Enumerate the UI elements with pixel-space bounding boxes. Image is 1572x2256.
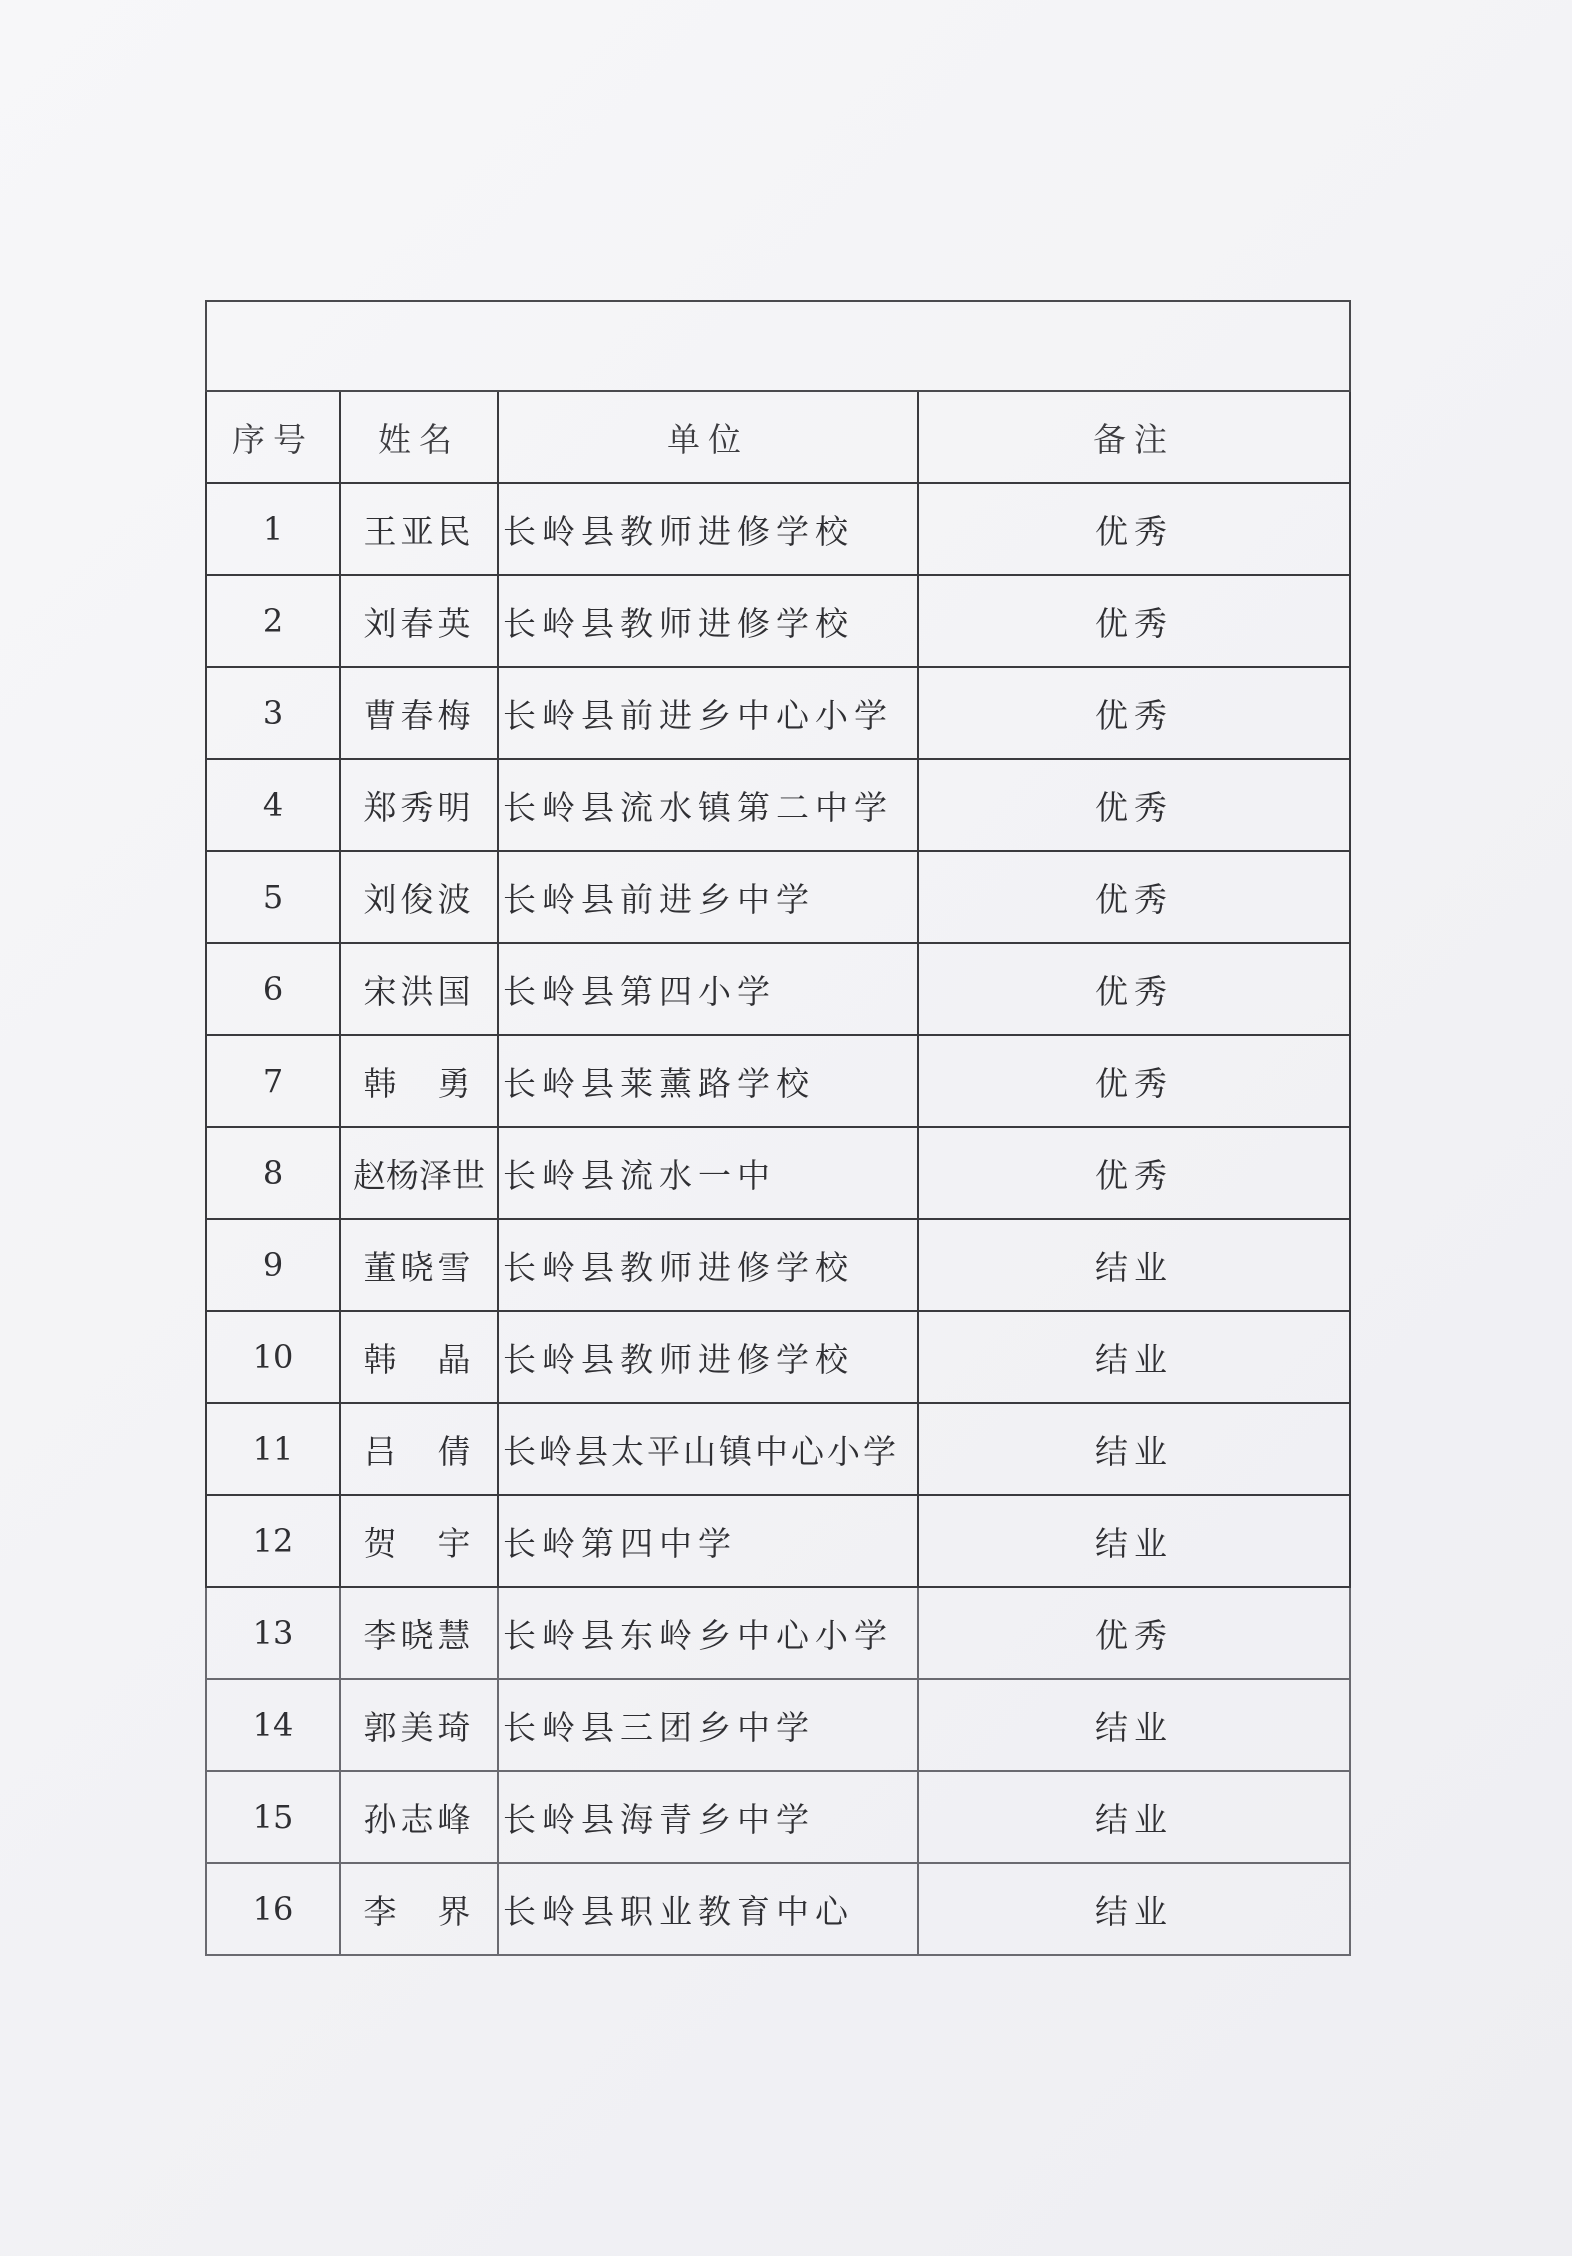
table-row [206, 1587, 1350, 1679]
table-row [206, 1863, 1350, 1955]
cell-note: 优秀 [918, 851, 1350, 943]
cell-note: 优秀 [918, 1127, 1350, 1219]
cell-no: 8 [206, 1127, 340, 1219]
cell-unit: 长岭县教师进修学校 [498, 483, 918, 575]
cell-name: 孙志峰 [340, 1771, 498, 1863]
cell-name: 韩 勇 [340, 1035, 498, 1127]
header-name: 姓名 [340, 391, 498, 483]
cell-unit: 长岭县流水一中 [498, 1127, 918, 1219]
table-row [206, 851, 1350, 943]
cell-name: 宋洪国 [340, 943, 498, 1035]
cell-unit: 长岭第四中学 [498, 1495, 918, 1587]
cell-name: 王亚民 [340, 483, 498, 575]
cell-no: 2 [206, 575, 340, 667]
cell-name: 董晓雪 [340, 1219, 498, 1311]
cell-no: 13 [206, 1587, 340, 1679]
cell-name: 曹春梅 [340, 667, 498, 759]
cell-name: 李晓慧 [340, 1587, 498, 1679]
cell-note: 结业 [918, 1679, 1350, 1771]
header-no: 序号 [206, 391, 340, 483]
cell-unit: 长岭县教师进修学校 [498, 575, 918, 667]
cell-name: 刘春英 [340, 575, 498, 667]
cell-no: 16 [206, 1863, 340, 1955]
table-header-row [206, 391, 1350, 483]
cell-unit: 长岭县第四小学 [498, 943, 918, 1035]
cell-no: 6 [206, 943, 340, 1035]
cell-note: 优秀 [918, 1035, 1350, 1127]
cell-unit: 长岭县海青乡中学 [498, 1771, 918, 1863]
cell-note: 结业 [918, 1219, 1350, 1311]
cell-no: 9 [206, 1219, 340, 1311]
cell-name: 郭美琦 [340, 1679, 498, 1771]
cell-unit: 长岭县流水镇第二中学 [498, 759, 918, 851]
table-row [206, 1679, 1350, 1771]
cell-unit: 长岭县前进乡中心小学 [498, 667, 918, 759]
cell-no: 10 [206, 1311, 340, 1403]
cell-note: 优秀 [918, 1587, 1350, 1679]
table-row [206, 1495, 1350, 1587]
table-row [206, 667, 1350, 759]
cell-note: 结业 [918, 1495, 1350, 1587]
cell-note: 结业 [918, 1403, 1350, 1495]
cell-no: 1 [206, 483, 340, 575]
cell-note: 结业 [918, 1311, 1350, 1403]
table-row [206, 1771, 1350, 1863]
cell-no: 3 [206, 667, 340, 759]
cell-no: 7 [206, 1035, 340, 1127]
cell-unit: 长岭县教师进修学校 [498, 1219, 918, 1311]
table-row [206, 1311, 1350, 1403]
header-unit: 单位 [498, 391, 918, 483]
cell-name: 李 界 [340, 1863, 498, 1955]
table-row [206, 759, 1350, 851]
cell-note: 优秀 [918, 483, 1350, 575]
cell-name: 吕 倩 [340, 1403, 498, 1495]
header-note: 备注 [918, 391, 1350, 483]
cell-note: 优秀 [918, 575, 1350, 667]
cell-no: 5 [206, 851, 340, 943]
table-row [206, 1035, 1350, 1127]
cell-name: 郑秀明 [340, 759, 498, 851]
cell-unit: 长岭县教师进修学校 [498, 1311, 918, 1403]
table-row [206, 483, 1350, 575]
table-row [206, 1127, 1350, 1219]
table-row [206, 1219, 1350, 1311]
cell-unit: 长岭县莱薰路学校 [498, 1035, 918, 1127]
cell-no: 15 [206, 1771, 340, 1863]
cell-unit: 长岭县前进乡中学 [498, 851, 918, 943]
cell-name: 刘俊波 [340, 851, 498, 943]
cell-no: 11 [206, 1403, 340, 1495]
cell-no: 12 [206, 1495, 340, 1587]
cell-unit: 长岭县东岭乡中心小学 [498, 1587, 918, 1679]
cell-name: 贺 宇 [340, 1495, 498, 1587]
cell-name: 赵杨泽世 [340, 1127, 498, 1219]
cell-no: 4 [206, 759, 340, 851]
cell-unit: 长岭县三团乡中学 [498, 1679, 918, 1771]
table-row [206, 943, 1350, 1035]
table-row [206, 1403, 1350, 1495]
cell-note: 优秀 [918, 943, 1350, 1035]
table-row [206, 575, 1350, 667]
cell-note: 优秀 [918, 759, 1350, 851]
cell-note: 优秀 [918, 667, 1350, 759]
cell-no: 14 [206, 1679, 340, 1771]
roster-table [205, 300, 1351, 1956]
table-title-cell [206, 301, 1350, 391]
cell-unit: 长岭县职业教育中心 [498, 1863, 918, 1955]
cell-unit: 长岭县太平山镇中心小学 [498, 1403, 918, 1495]
cell-note: 结业 [918, 1863, 1350, 1955]
table-title-row [206, 301, 1350, 391]
cell-name: 韩 晶 [340, 1311, 498, 1403]
cell-note: 结业 [918, 1771, 1350, 1863]
